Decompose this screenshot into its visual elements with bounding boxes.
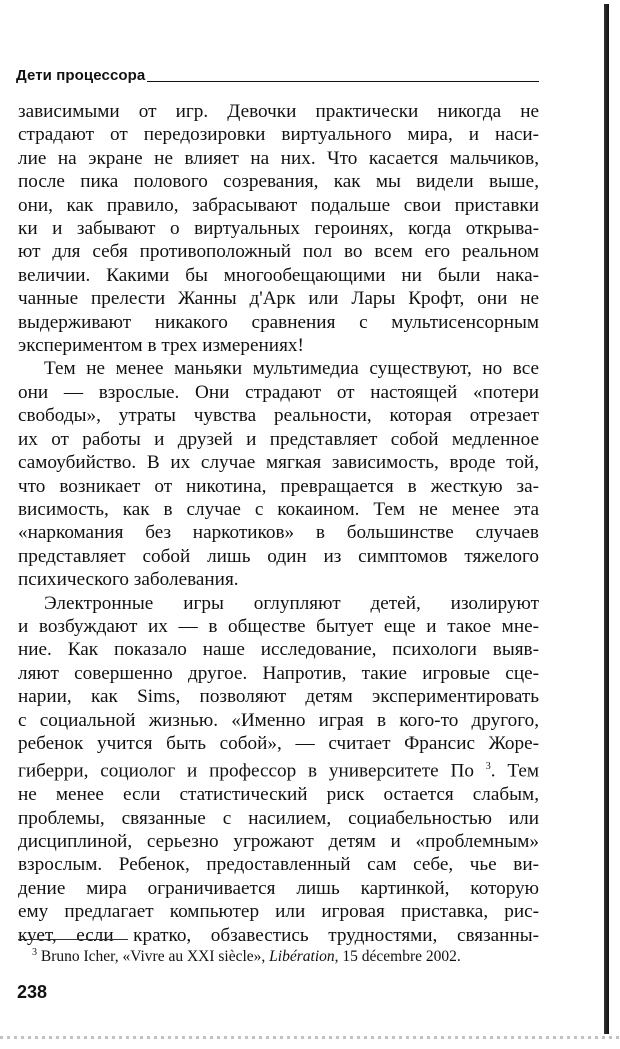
text-line: они, как правило, забрасывают подальше свои приставки [18,194,539,216]
page-number: 238 [17,982,48,1002]
text-line: ему предлагает компьютер или игровая приставка, рис- [18,901,539,923]
text-line: страдают от передозировки виртуального мира, и наси- [18,124,539,146]
text-line: взрослым. Ребенок, предоставленный сам себе, чье ви- [18,854,539,876]
text-line: ние. Как показало наше исследование, психологи выяв- [18,639,539,661]
text-line: ляют совершенно другое. Напротив, такие игровые сце- [18,662,539,684]
page-edge-shadow [604,4,609,1034]
text-line: представляет собой лишь один из симптомов тяжелого [18,545,539,567]
text-line-part: гиберри, социолог и профессор в университете По [18,760,474,782]
text-line: чанные прелести Жанны д'Арк или Лары Крофт, они не [18,288,539,310]
footnote-marker: 3 [32,947,37,958]
text-line: Электронные игры оглупляют детей, изолируют [44,592,539,614]
running-head [16,60,539,86]
text-line: ки и забывают о виртуальных героинях, когда открыва- [18,218,539,240]
text-line: свободы», утраты чувства реальности, которая отрезает [18,405,539,427]
text-line: не менее если статистический риск остается слабым, [18,784,539,806]
footnote [32,943,538,967]
text-line: экспериментом в трех измерениях! [18,335,304,357]
footnote-date: , 15 décembre 2002. [334,948,461,966]
text-line: самоубийство. В их случае мягкая зависимость, вроде той, [18,452,539,474]
text-line: Тем не менее маньяки мультимедиа существуют, но все [44,358,539,380]
text-line: ребенок учится быть собой», — считает Франсис Жоре- [18,732,539,754]
text-line: выдерживают никакого сравнения с мультисенсорным [18,311,539,333]
footnote-source: Libération [269,948,335,966]
text-line: что возникает от никотина, превращается в жесткую за- [18,475,539,497]
text-line: после пика полового созревания, как мы видели выше, [18,171,539,193]
footnote-text: Bruno Icher, «Vivre au XXI siècle», [37,948,270,966]
text-line: лие на экране не влияет на них. Что касается мальчиков, [18,147,539,169]
running-head-rule [147,81,539,82]
text-line: с социальной жизнью. «Именно играя в кого-то другого, [18,709,539,731]
text-line: дение мира ограничивается лишь картинкой, которую [18,877,539,899]
text-line: нарии, как Sims, позволяют детям экспериментировать [18,686,539,708]
running-title: Дети процессора [16,67,146,84]
text-line-with-footnote-ref [18,755,539,783]
text-line: и возбуждают их — в обществе бытует еще и такое мне- [18,615,539,637]
text-line: кует, если кратко, обзавестись трудностями, связанны- [18,924,539,946]
scan-bottom-edge [0,1036,620,1039]
text-line: висимость, как в случае с кокаином. Тем не менее эта [18,498,539,520]
text-line: их от работы и друзей и представляет собой медленное [18,428,539,450]
text-line-part: . Тем [490,760,539,782]
text-line: проблемы, связанные с насилием, социабельностью или [18,807,539,829]
text-line: ют для себя противоположный пол во всем его реальном [18,241,539,263]
text-line: они — взрослые. Они страдают от настоящей «потери [18,381,539,403]
text-line: дисциплиной, серьезно угрожают детям и «проблемным» [18,830,539,852]
footnote-rule [18,939,128,940]
text-line: величии. Какими бы многообещающими ни были нака- [18,264,539,286]
text-line: психического заболевания. [18,569,239,591]
text-line: «наркомания без наркотиков» в большинстве случаев [18,522,539,544]
footnote-reference: 3 [485,761,491,773]
text-line: зависимыми от игр. Девочки практически никогда не [18,101,539,122]
body-text [18,100,539,947]
